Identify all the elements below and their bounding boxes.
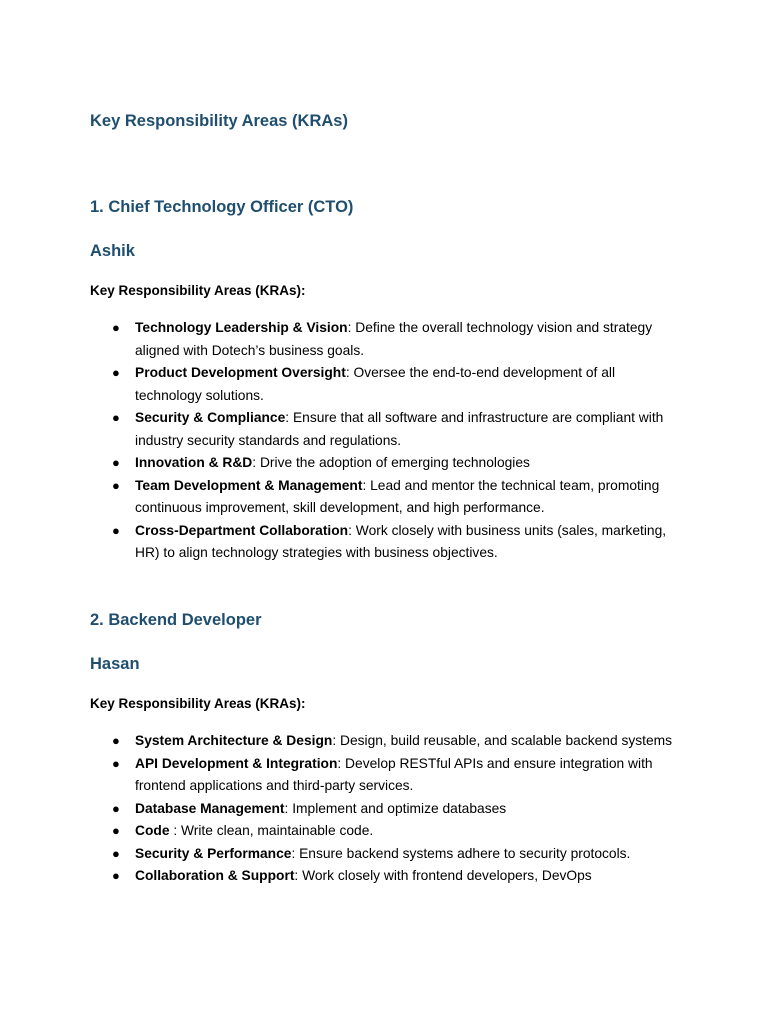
list-item bbox=[90, 520, 680, 565]
kra-label: Key Responsibility Areas (KRAs): bbox=[90, 283, 306, 298]
bullet-icon: ● bbox=[112, 868, 120, 883]
kra-list bbox=[90, 317, 690, 565]
item-text: : Design, build reusable, and scalable backend systems bbox=[332, 733, 673, 748]
kra-list bbox=[90, 730, 690, 888]
item-title: Security & Compliance bbox=[135, 410, 286, 425]
item-title: System Architecture & Design bbox=[135, 733, 333, 748]
item-text: : Ensure that all software and infrastructure are compliant with industry security standards and regulations. bbox=[135, 410, 664, 448]
bullet-icon: ● bbox=[112, 733, 120, 748]
person-name: Hasan bbox=[90, 655, 140, 673]
kra-label: Key Responsibility Areas (KRAs): bbox=[90, 696, 306, 711]
list-item bbox=[90, 798, 680, 821]
item-title: Cross-Department Collaboration bbox=[135, 522, 349, 538]
bullet-icon: ● bbox=[112, 410, 120, 425]
section-backend-developer bbox=[90, 608, 690, 888]
document-title: Key Responsibility Areas (KRAs) bbox=[90, 112, 348, 130]
list-item bbox=[90, 865, 680, 888]
item-title: Security & Performance bbox=[135, 845, 292, 861]
bullet-icon: ● bbox=[112, 320, 120, 335]
section-cto bbox=[90, 195, 690, 565]
section-heading: 1. Chief Technology Officer (CTO) bbox=[90, 198, 354, 216]
list-item bbox=[90, 407, 680, 452]
item-title: API Development & Integration bbox=[135, 755, 338, 771]
item-text: : Implement and optimize databases bbox=[284, 800, 507, 816]
item-text: : Define the overall technology vision and strategy aligned with Dotech’s business goals. bbox=[135, 320, 653, 358]
list-item bbox=[90, 843, 680, 866]
item-text: : Write clean, maintainable code. bbox=[169, 823, 374, 838]
item-title: Product Development Oversight bbox=[135, 365, 346, 380]
list-item bbox=[90, 317, 680, 362]
person-name: Ashik bbox=[90, 242, 135, 260]
item-text: : Drive the adoption of emerging technologies bbox=[252, 455, 530, 470]
item-text: : Lead and mentor the technical team, promoting continuous improvement, skill development, and high performance. bbox=[135, 477, 660, 515]
section-heading: 2. Backend Developer bbox=[90, 611, 262, 629]
list-item bbox=[90, 362, 680, 407]
item-title: Database Management bbox=[135, 800, 285, 816]
bullet-icon: ● bbox=[112, 755, 120, 771]
item-title: Team Development & Management bbox=[135, 477, 363, 493]
item-title: Code bbox=[135, 823, 170, 838]
item-text: : Develop RESTful APIs and ensure integration with frontend applications and third-party services. bbox=[135, 755, 653, 793]
bullet-icon: ● bbox=[112, 522, 120, 538]
bullet-icon: ● bbox=[112, 365, 120, 380]
list-item bbox=[90, 475, 680, 520]
item-text: : Work closely with frontend developers, DevOps bbox=[294, 868, 592, 883]
item-title: Collaboration & Support bbox=[135, 868, 295, 883]
bullet-icon: ● bbox=[112, 800, 120, 816]
item-text: : Work closely with business units (sales, marketing, HR) to align technology strategies with business objectives. bbox=[135, 522, 667, 560]
bullet-icon: ● bbox=[112, 477, 120, 493]
list-item bbox=[90, 452, 680, 475]
item-text: : Ensure backend systems adhere to security protocols. bbox=[291, 845, 631, 861]
bullet-icon: ● bbox=[112, 845, 120, 861]
list-item bbox=[90, 753, 680, 798]
list-item bbox=[90, 730, 680, 753]
bullet-icon: ● bbox=[112, 455, 120, 470]
item-text: : Oversee the end-to-end development of all technology solutions. bbox=[135, 365, 616, 403]
item-title: Innovation & R&D bbox=[135, 455, 253, 470]
list-item bbox=[90, 820, 680, 843]
bullet-icon: ● bbox=[112, 823, 120, 838]
item-title: Technology Leadership & Vision bbox=[135, 320, 348, 335]
